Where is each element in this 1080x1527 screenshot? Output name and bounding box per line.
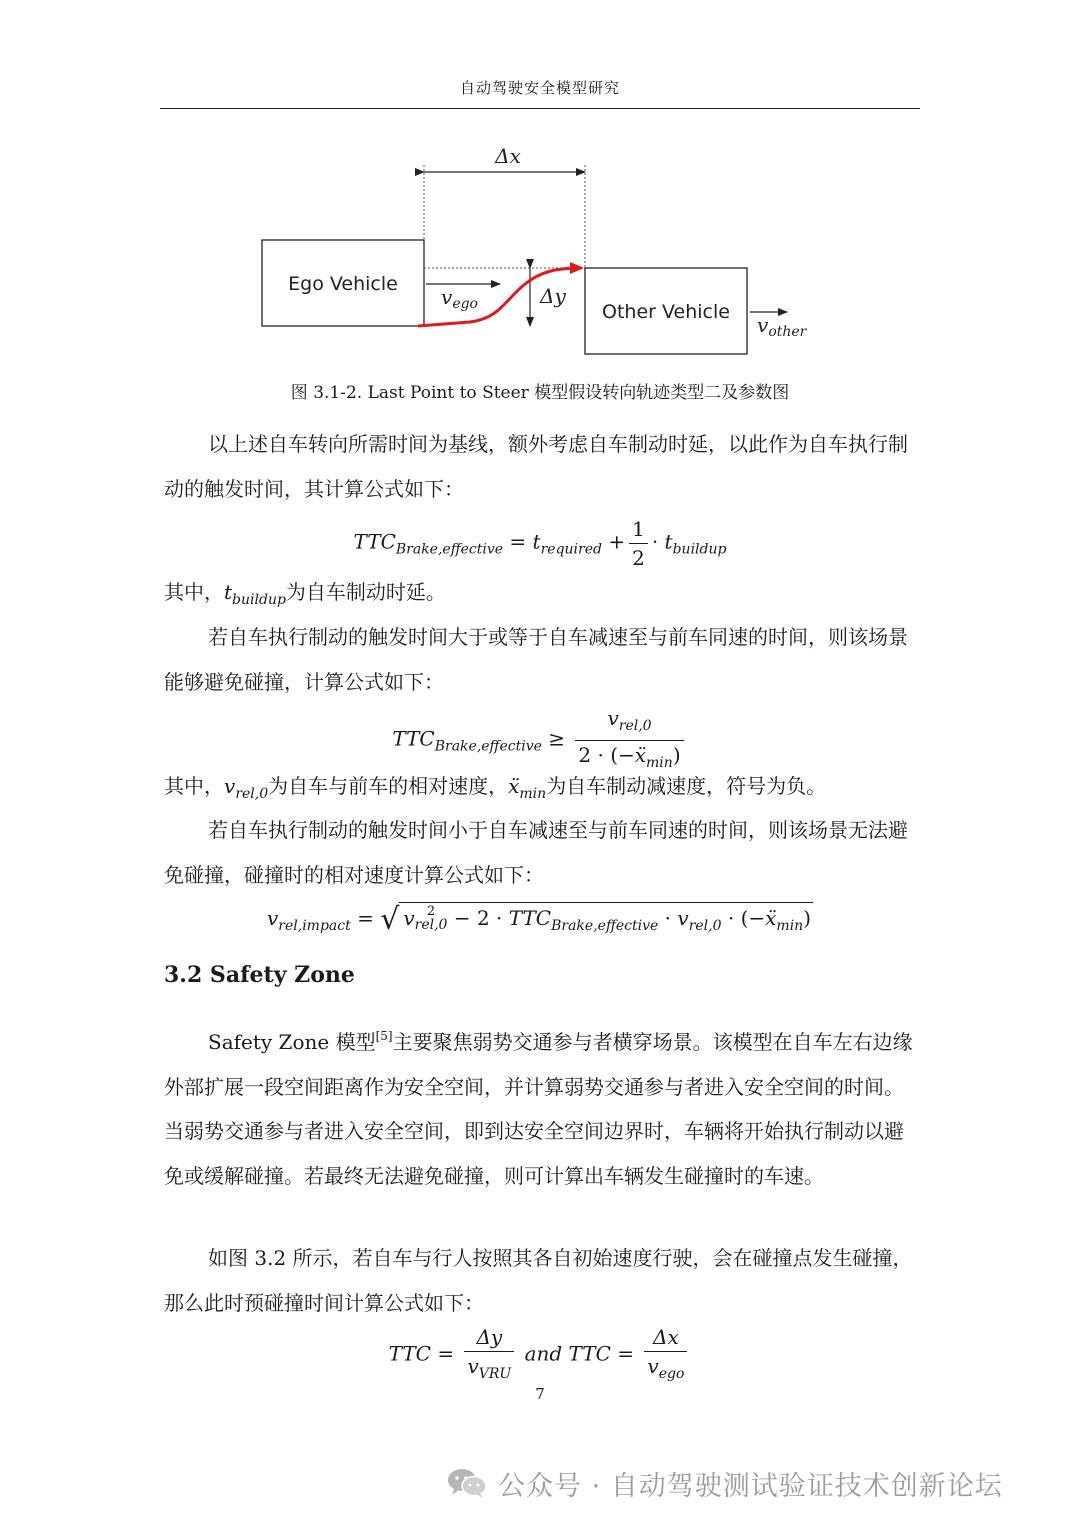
lpts-diagram — [0, 130, 1080, 370]
v-ego-label: $v_{ego}$ — [441, 285, 478, 312]
paragraph-3: 若自车执行制动的触发时间大于或等于自车减速至与前车同速的时间，则该场景能够避免碰撞，计算公式如下： — [164, 625, 908, 694]
header-rule — [160, 108, 920, 109]
dx-label: Δx — [495, 144, 521, 168]
other-vehicle-label: Other Vehicle — [602, 301, 730, 323]
paragraph-5: 若自车执行制动的触发时间小于自车减速至与前车同速的时间，则该场景无法避免碰撞，碰撞时的相对速度计算公式如下： — [164, 818, 908, 887]
v-other-label: $v_{other}$ — [757, 313, 807, 340]
paragraph-6: Safety Zone 模型[5]主要聚焦弱势交通参与者横穿场景。该模型在自车左右边缘外部扩展一段空间距离作为安全空间，并计算弱势交通参与者进入安全空间的时间。当弱势交通参与者进入安全空间，即到达安全空间边界时，车辆将开始执行制动以避免或缓解碰撞。若最终无法避免碰撞，则可计算出车辆发生碰撞时的车速。 — [164, 1029, 913, 1188]
paragraph-4: 其中，$v_{rel,0}$为自车与前车的相对速度，ẍ$_{min}$为自车制动减速度，符号为负。 — [164, 774, 827, 802]
dy-label: Δy — [540, 284, 566, 308]
figure-caption: 图 3.1-2. Last Point to Steer 模型假设转向轨迹类型二及参数图 — [290, 383, 790, 403]
paragraph-1: 以上述自车转向所需时间为基线，额外考虑自车制动时延，以此作为自车执行制动的触发时间，其计算公式如下： — [164, 432, 908, 501]
paragraph-7: 如图 3.2 所示，若自车与行人按照其各自初始速度行驶，会在碰撞点发生碰撞，那么此时预碰撞时间计算公式如下： — [164, 1246, 913, 1315]
wechat-icon — [446, 1466, 488, 1500]
ego-vehicle-label: Ego Vehicle — [288, 273, 398, 295]
equation-ttc-brake-effective: $TTC_{Brake,effective} = t_{required}$ + $\frac{1}{2}$ · $t_{buildup}$ — [353, 517, 727, 570]
watermark — [446, 1460, 1003, 1506]
page-number: 7 — [535, 1385, 545, 1403]
section-heading: 3.2 Safety Zone — [164, 962, 355, 988]
paragraph-2: 其中，$t_{buildup}$为自车制动时延。 — [164, 580, 446, 608]
equation-avoid-condition: $TTC_{Brake,effective}$ ≥ $\frac{v_{rel,0}}{2 \cdot (-ẍ_{min})}$ — [0, 705, 1080, 775]
watermark-text: 公众号 · 自动驾驶测试验证技术创新论坛 — [498, 1470, 1003, 1502]
running-header: 自动驾驶安全模型研究 — [459, 79, 620, 97]
equation-ttc: TTC = $\frac{\Delta y}{v_{VRU}}$ and TTC = $\frac{\Delta x}{v_{ego}}$ — [0, 1324, 1080, 1386]
equation-impact-speed: $v_{rel,impact}$ = √ v 2 rel,0 − $2 \cdot TTC_{Brake,effective} \cdot v_{rel,0}$ · (−ẍ$_{min}$) — [266, 902, 812, 937]
